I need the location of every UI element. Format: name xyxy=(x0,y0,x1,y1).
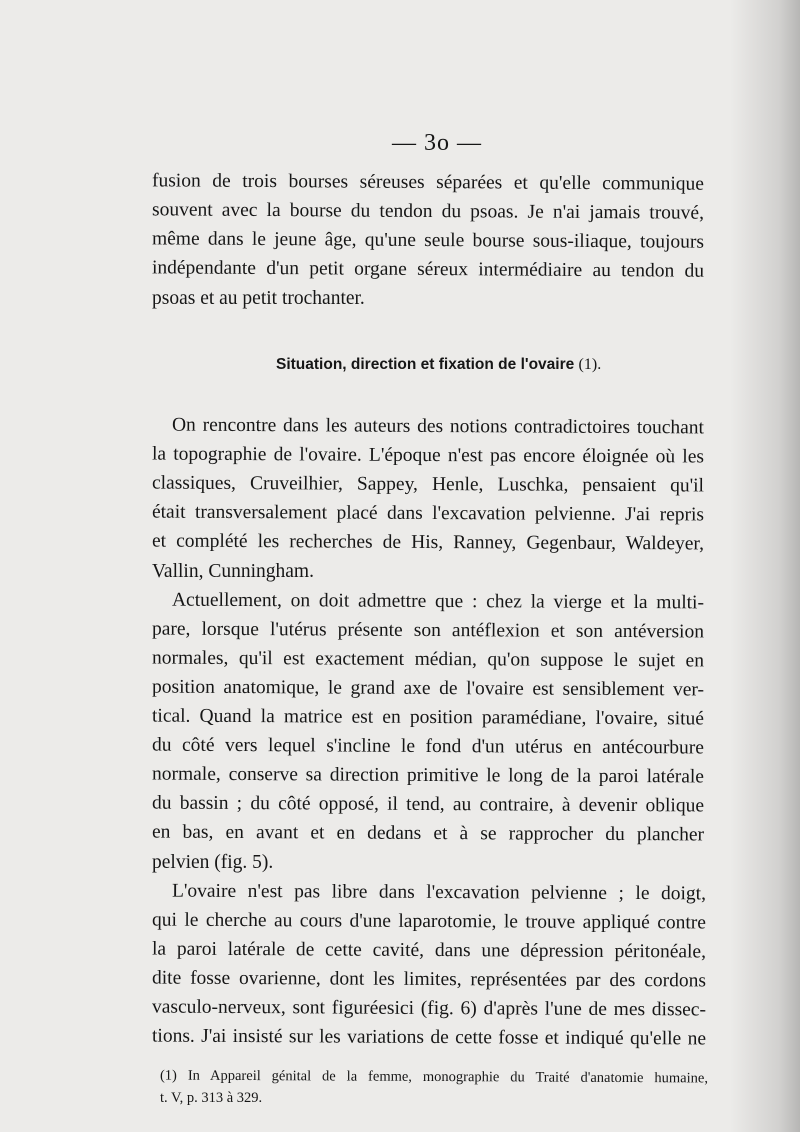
paragraph-line: en bas, en avant et en dedans et à se rapprocher du plancher xyxy=(151,821,705,846)
paragraph-line: normale, conserve sa direction primitive le long de la paroi latérale xyxy=(151,763,705,788)
paragraph-line: L'ovaire n'est pas libre dans l'excavation pelvienne ; le doigt, xyxy=(171,880,707,905)
paragraph-line: tions. J'ai insisté sur les variations de cette fosse et indiqué qu'elle ne xyxy=(151,1025,707,1050)
paragraph-line: pelvien (fig. 5). xyxy=(152,852,274,873)
paragraph-line: et complété les recherches de His, Ranney, Gegenbaur, Waldeyer, xyxy=(151,530,705,555)
paragraph-line: même dans le jeune âge, qu'une seule bourse sous-iliaque, toujours xyxy=(151,228,705,253)
paragraph-line: tical. Quand la matrice est en position paramédiane, l'ovaire, situé xyxy=(151,705,705,730)
paragraph-line: classiques, Cruveilhier, Sappey, Henle, Luschka, pensaient qu'il xyxy=(151,472,705,497)
paragraph-line: la topographie de l'ovaire. L'époque n'est pas encore éloignée où les xyxy=(151,443,705,468)
paragraph-line: du côté vers lequel s'incline le fond d'un utérus en antécourbure xyxy=(151,734,705,759)
paragraph-line: vasculo-nerveux, sont figuréesici (fig. 6) d'après l'une de mes dissec- xyxy=(151,996,707,1021)
paragraph-line: Actuellement, on doit admettre que : chez la vierge et la multi- xyxy=(171,589,705,614)
paragraph-line: qui le cherche au cours d'une laparotomie, le trouve appliqué contre xyxy=(151,909,707,934)
footnote-line: t. V, p. 313 à 329. xyxy=(160,1090,263,1106)
paragraph-line: indépendante d'un petit organe séreux intermédiaire au tendon du xyxy=(151,257,705,282)
section-heading xyxy=(276,356,636,374)
paragraph-line: normales, qu'il est exactement médian, qu'on suppose le sujet en xyxy=(151,647,705,672)
paragraph-line: du bassin ; du côté opposé, il tend, au contraire, à devenir oblique xyxy=(151,792,705,817)
paragraph-line: dite fosse ovarienne, dont les limites, représentées par des cordons xyxy=(151,967,707,992)
paragraph-line: était transversalement placé dans l'excavation pelvienne. J'ai repris xyxy=(151,501,705,526)
paragraph-line: psoas et au petit trochanter. xyxy=(152,288,365,309)
paragraph-line: Vallin, Cunningham. xyxy=(152,561,314,582)
section-heading-text: Situation, direction et fixation de l'ovaire xyxy=(276,356,575,373)
paragraph-line: position anatomique, le grand axe de l'ovaire est sensiblement ver- xyxy=(151,676,705,701)
paragraph-line: On rencontre dans les auteurs des notions contradictoires touchant xyxy=(171,414,705,439)
paragraph-line: la paroi latérale de cette cavité, dans une dépression péritonéale, xyxy=(151,938,707,963)
footnote-line: (1) In Appareil génital de la femme, monographie du Traité d'anatomie humaine, xyxy=(159,1067,709,1087)
paragraph-line: pare, lorsque l'utérus présente son antéflexion et son antéversion xyxy=(151,618,705,643)
page-number: — 3o — xyxy=(392,130,482,156)
footnote-reference: (1). xyxy=(578,356,602,373)
paragraph-line: fusion de trois bourses séreuses séparées et qu'elle communique xyxy=(151,170,705,195)
paragraph-line: souvent avec la bourse du tendon du psoas. Je n'ai jamais trouvé, xyxy=(151,199,705,224)
scan-edge-shadow xyxy=(730,0,800,1132)
